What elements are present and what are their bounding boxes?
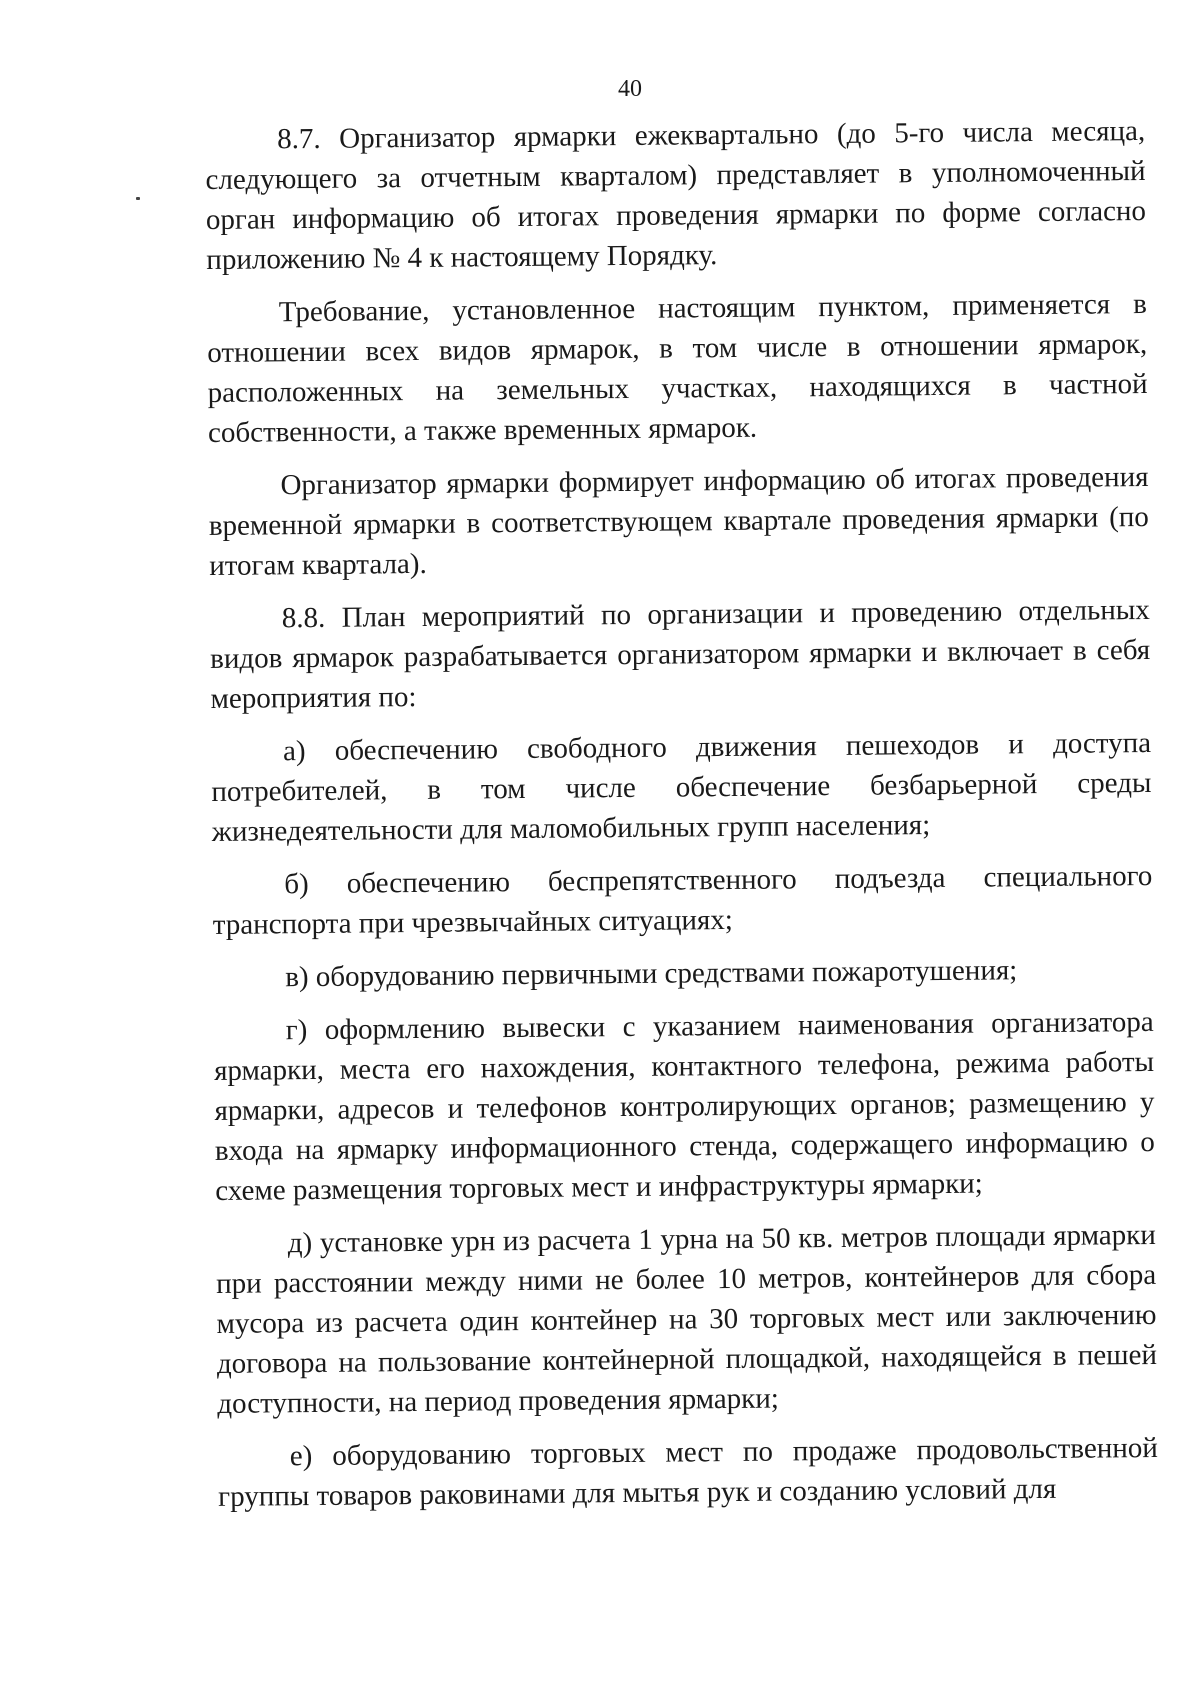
list-item-a: а) обеспечению свободного движения пешеходов и доступа потребителей, в том числе обеспечение безбарьерной среды жизнедеятельности для маломобильных групп населения; xyxy=(211,726,1152,848)
page-number: 40 xyxy=(618,76,642,102)
list-item-b: б) обеспечению беспрепятственного подъезда специального транспорта при чрезвычайных ситуациях; xyxy=(212,859,1153,941)
list-item-e: е) оборудованию торговых мест по продаже продовольственной группы товаров раковинами для мытья рук и созданию условий для xyxy=(218,1431,1158,1513)
paragraph-8-8: 8.8. План мероприятий по организации и проведению отдельных видов ярмарок разрабатывается организатором ярмарки и включает в себя мероприятия по: xyxy=(210,593,1151,715)
list-item-d: д) установке урн из расчета 1 урна на 50 кв. метров площади ярмарки при расстоянии между ними не более 10 метров, контейнеров для сбора мусора из расчета один контейнер на 30 торговых мест или заключению договора на пользование контейнерной площадкой, находящейся в пешей доступности, на период проведения ярмарки; xyxy=(216,1218,1158,1420)
list-item-g: г) оформлению вывески с указанием наименования организатора ярмарки, места его нахождения, контактного телефона, режима работы ярмарки, адресов и телефонов контролирующих органов; размещению у входа на ярмарку информационного стенда, содержащего информацию о схеме размещения торговых мест и инфраструктуры ярмарки; xyxy=(213,1005,1156,1207)
paragraph-8-7: 8.7. Организатор ярмарки ежеквартально (до 5-го числа месяца, следующего за отчетным кварталом) представляет в уполномоченный орган информацию об итогах проведения ярмарки по форме согласно приложению № 4 к настоящему Порядку. xyxy=(205,114,1147,276)
document-body xyxy=(205,111,1158,1530)
paragraph-temporary-fair: Организатор ярмарки формирует информацию об итогах проведения временной ярмарки в соответствующем квартале проведения ярмарки (по итогам квартала). xyxy=(208,460,1150,582)
scan-speck xyxy=(136,197,140,200)
paragraph-requirement: Требование, установленное настоящим пунктом, применяется в отношении всех видов ярмарок, в том числе в отношении ярмарок, расположенных на земельных участках, находящихся в частной собственности, а также временных ярмарок. xyxy=(207,287,1148,449)
list-item-v: в) оборудованию первичными средствами пожаротушения; xyxy=(285,954,1018,994)
